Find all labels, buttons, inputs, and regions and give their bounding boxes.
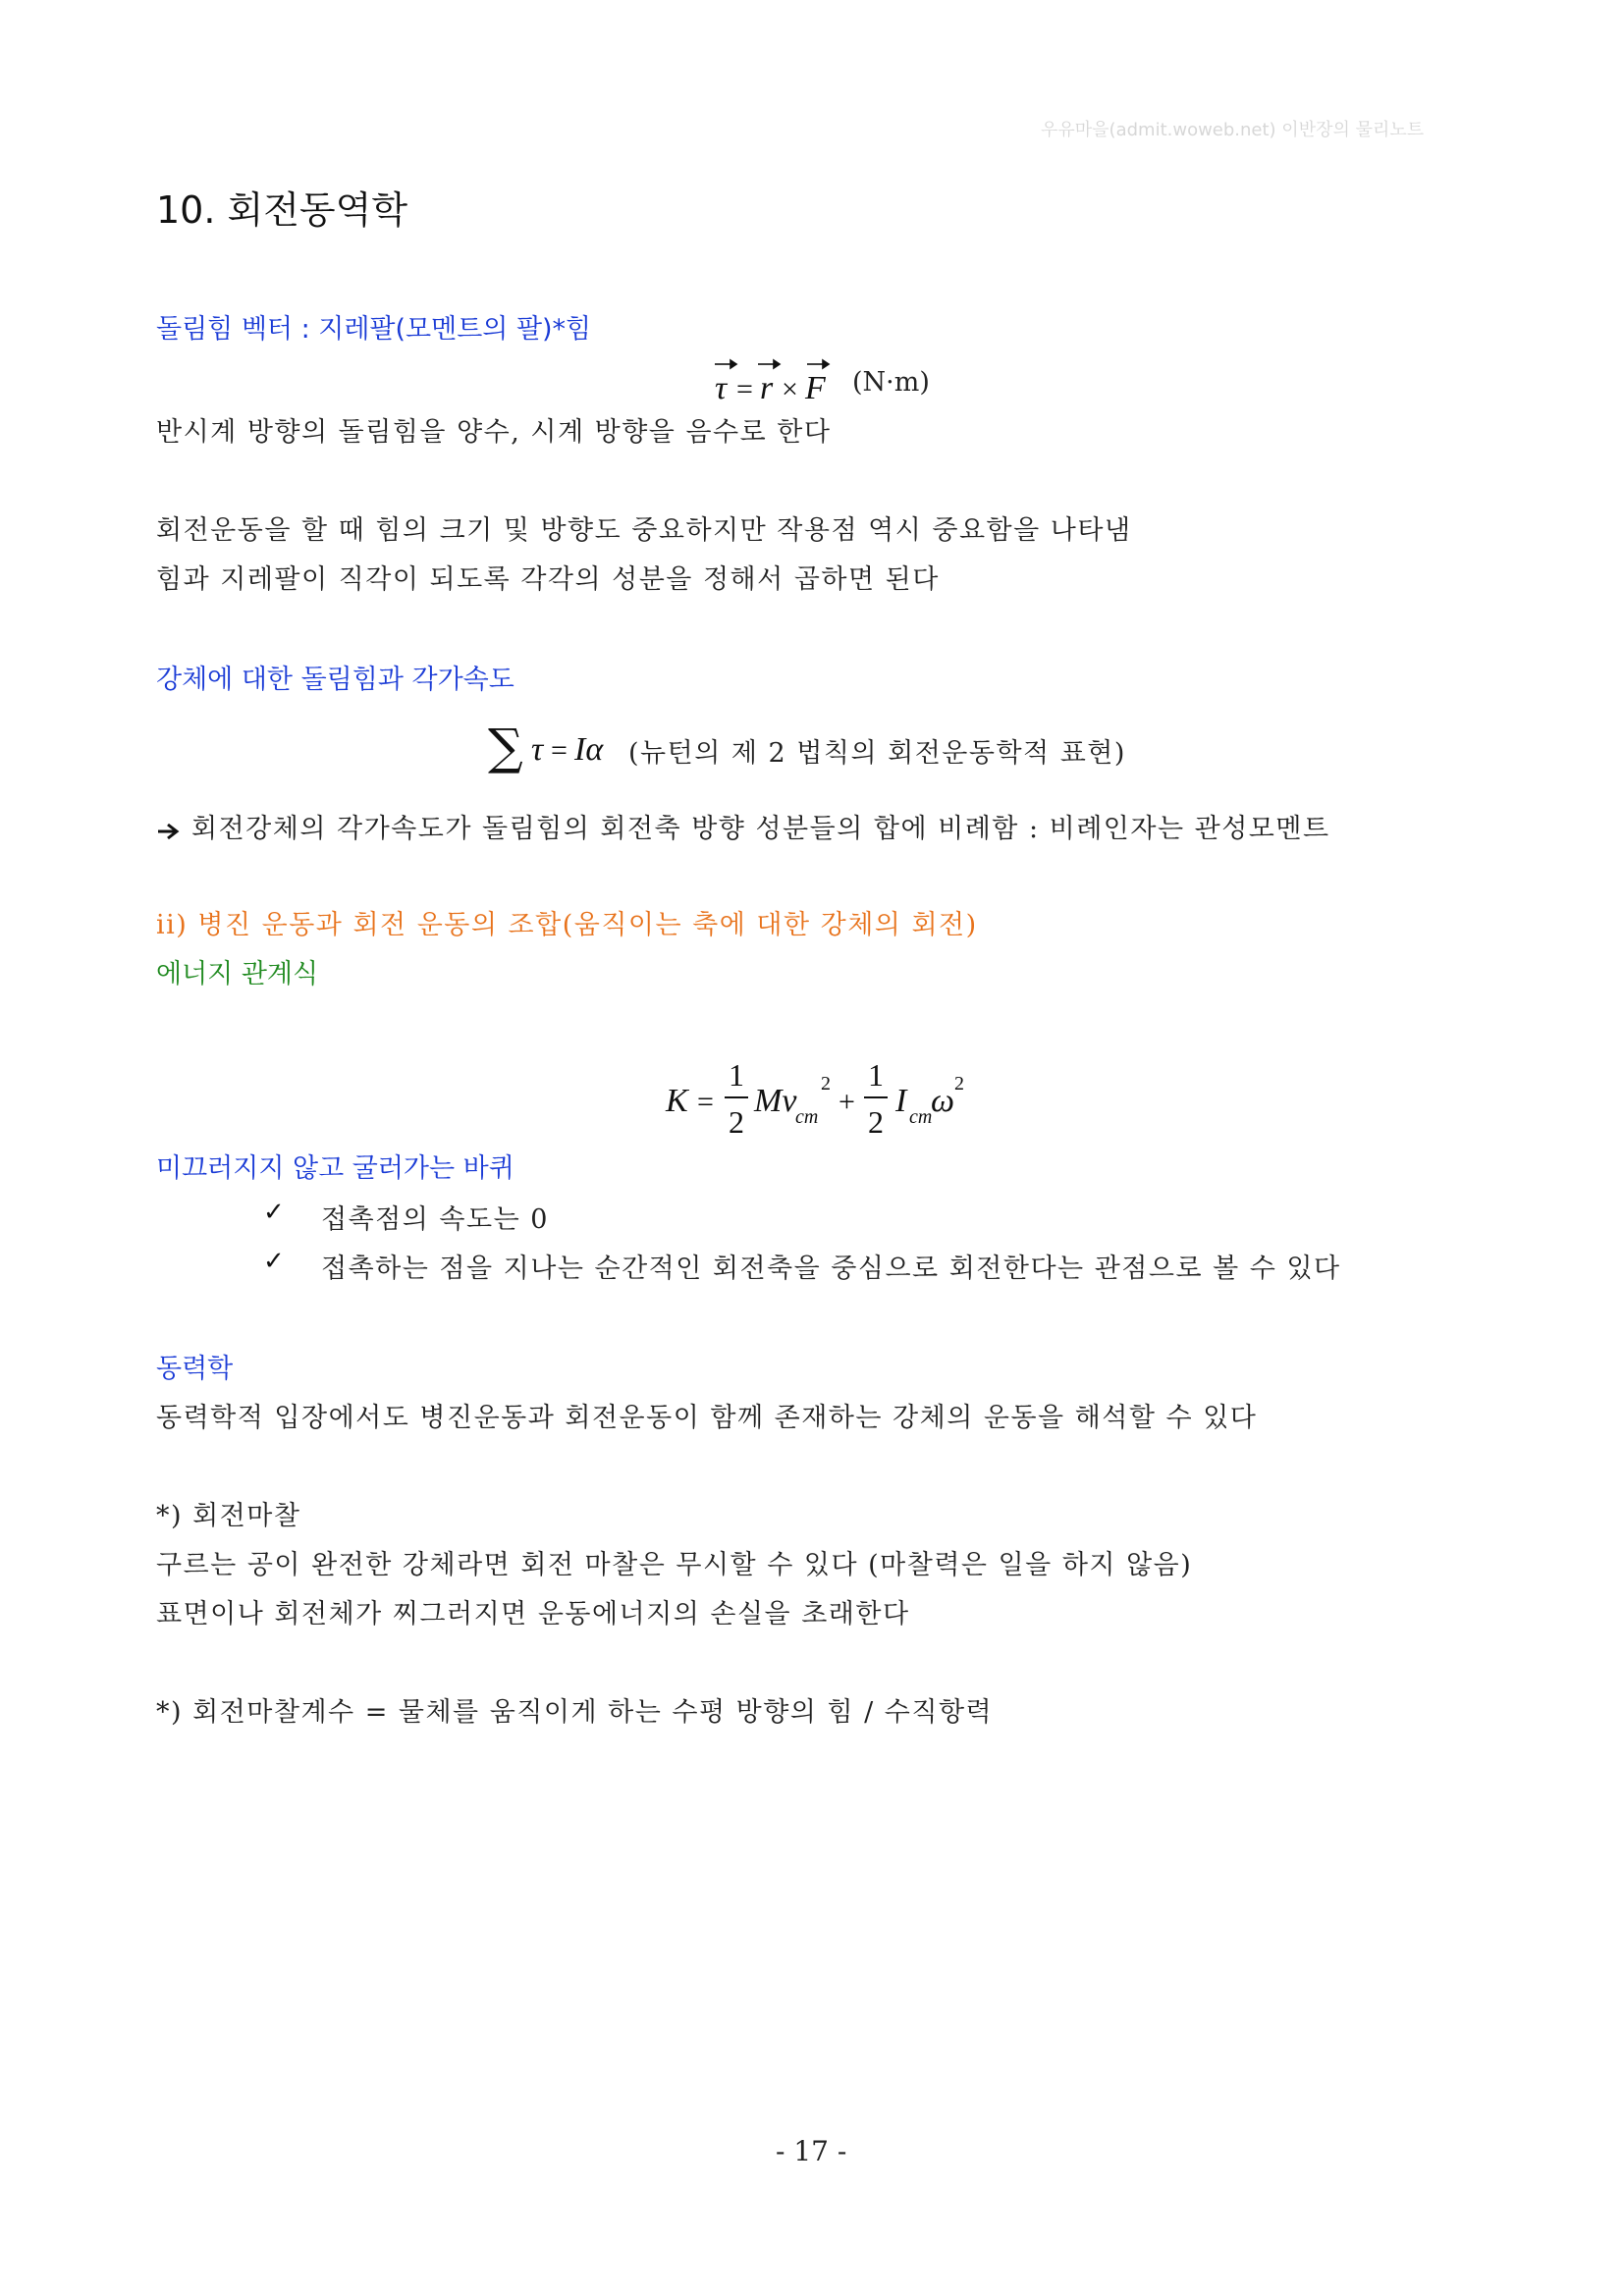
combined-motion-heading: ii) 병진 운동과 회전 운동의 조합(움직이는 축에 대한 강체의 회전) — [156, 910, 978, 940]
svg-text:=: = — [551, 734, 568, 767]
proportionality-line — [156, 807, 1330, 845]
energy-relation-heading: 에너지 관계식 — [156, 959, 319, 989]
dynamics-heading: 동력학 — [156, 1354, 234, 1384]
rigid-body-heading: 강체에 대한 돌림힘과 각가속도 — [156, 665, 514, 695]
right-arrow-icon — [156, 822, 182, 845]
svg-text:2: 2 — [868, 1104, 884, 1140]
page-number: - 17 - — [776, 2135, 847, 2167]
rolling-friction-line2: 표면이나 회전체가 찌그러지면 운동에너지의 손실을 초래한다 — [156, 1599, 910, 1629]
svg-text:×: × — [782, 373, 798, 405]
kinetic-energy-formula — [664, 1050, 978, 1162]
torque-sign-line: 반시계 방향의 돌림힘을 양수, 시계 방향을 음수로 한다 — [156, 417, 832, 448]
svg-text:=: = — [736, 373, 753, 405]
rolling-friction-heading: *) 회전마찰 — [156, 1501, 301, 1531]
rolling-friction-line1: 구르는 공이 완전한 강체라면 회전 마찰은 무시할 수 있다 (마찰력은 일을 하지 않음) — [156, 1550, 1193, 1580]
svg-text:cm: cm — [909, 1106, 933, 1128]
svg-text:2: 2 — [954, 1073, 964, 1095]
rolling-friction-coefficient: *) 회전마찰계수 = 물체를 움직이게 하는 수평 방향의 힘 / 수직항력 — [156, 1697, 994, 1728]
svg-text:2: 2 — [729, 1104, 744, 1140]
svg-text:∑: ∑ — [488, 719, 523, 775]
newton-rotation-formula — [486, 715, 623, 781]
svg-text:ω: ω — [931, 1083, 955, 1119]
svg-text:1: 1 — [729, 1057, 744, 1093]
rolling-item-instant-axis: 접촉하는 점을 지나는 순간적인 회전축을 중심으로 회전한다는 관점으로 볼 수 있다 — [321, 1254, 1341, 1284]
checkmark-icon: ✓ — [263, 1247, 285, 1276]
svg-text:r: r — [760, 370, 774, 406]
chapter-title: 10. 회전동역학 — [156, 188, 408, 232]
torque-heading: 돌림힘 벡터 : 지레팔(모멘트의 팔)*힘 — [156, 314, 592, 345]
svg-text:Iα: Iα — [574, 731, 604, 768]
kinetic-energy-formula-svg — [664, 1050, 978, 1158]
torque-point-line: 회전운동을 할 때 힘의 크기 및 방향도 중요하지만 작용점 역시 중요함을 나타냄 — [156, 515, 1132, 546]
checkmark-icon: ✓ — [263, 1198, 285, 1227]
svg-text:I: I — [895, 1083, 907, 1119]
dynamics-line: 동력학적 입장에서도 병진운동과 회전운동이 함께 존재하는 강체의 운동을 해석할 수 있다 — [156, 1403, 1258, 1433]
svg-text:K: K — [666, 1083, 688, 1119]
newton-rotation-note: (뉴턴의 제 2 법칙의 회전운동학적 표현) — [628, 738, 1126, 769]
svg-text:+: + — [839, 1086, 855, 1118]
sum-tau-formula-svg — [486, 715, 623, 777]
rolling-wheel-heading: 미끄러지지 않고 굴러가는 바퀴 — [156, 1153, 514, 1184]
svg-text:2: 2 — [821, 1073, 831, 1095]
svg-text:F: F — [805, 370, 826, 406]
proportionality-text: 회전강체의 각가속도가 돌림힘의 회전축 방향 성분들의 합에 비례함 : 비례인자는 관성모멘트 — [191, 814, 1330, 844]
svg-text:τ: τ — [715, 370, 728, 406]
svg-text:τ: τ — [531, 731, 544, 768]
svg-text:Mv: Mv — [754, 1083, 797, 1119]
svg-text:1: 1 — [868, 1057, 884, 1093]
rolling-item-contact-speed: 접촉점의 속도는 0 — [321, 1204, 549, 1235]
header-note: 우유마을(admit.woweb.net) 이반장의 물리노트 — [1041, 120, 1425, 140]
torque-unit: (N·m) — [852, 367, 930, 398]
svg-text:cm: cm — [795, 1106, 819, 1128]
svg-text:=: = — [697, 1086, 714, 1118]
torque-component-line: 힘과 지레팔이 직각이 되도록 각각의 성분을 정해서 곱하면 된다 — [156, 564, 940, 595]
